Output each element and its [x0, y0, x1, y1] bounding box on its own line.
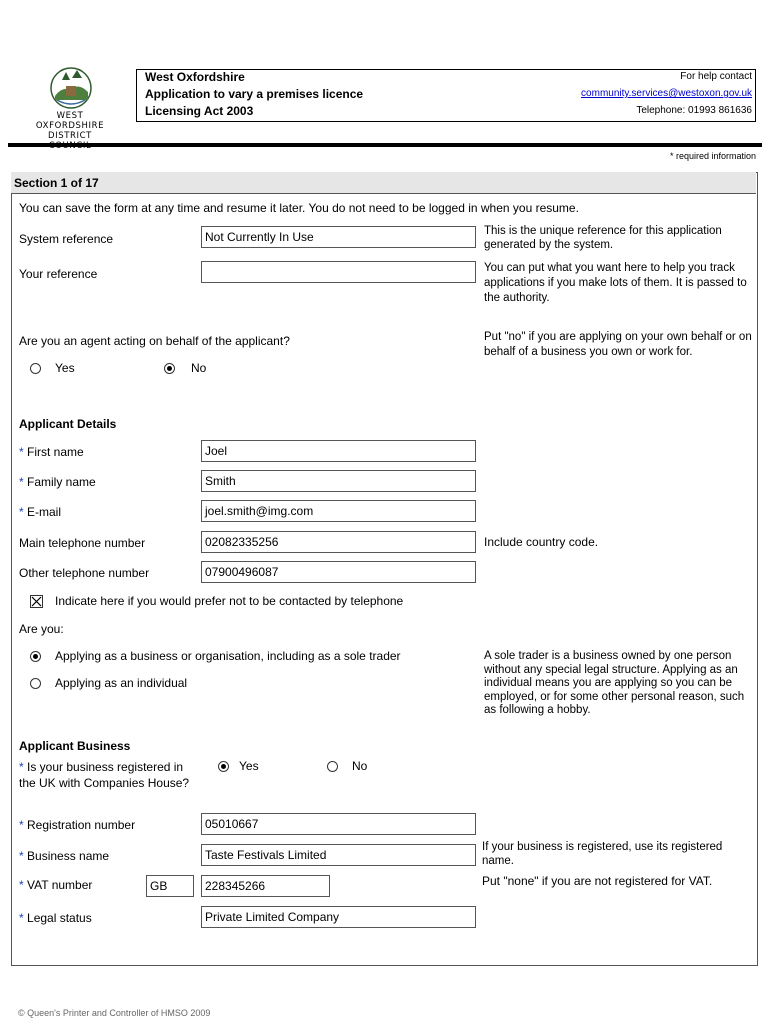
agent-yes-radio[interactable] — [30, 363, 41, 374]
registration-number-label: * Registration number — [19, 818, 136, 832]
vat-prefix-input[interactable]: GB — [146, 875, 194, 897]
system-reference-help: This is the unique reference for this application generated by the system. — [484, 225, 722, 251]
your-reference-help: You can put what you want here to help you track applications if you make lots of them. It is passed to the authority. — [484, 262, 747, 304]
agent-help: Put "no" if you are applying on your own behalf or on behalf of a business you own or work for. — [484, 331, 752, 358]
system-reference-label: System reference — [19, 232, 114, 246]
registered-no-radio[interactable] — [327, 761, 338, 772]
header-title-1: West Oxfordshire — [145, 70, 245, 84]
legal-status-label: * Legal status — [19, 911, 92, 925]
registered-yes-radio[interactable] — [218, 761, 229, 772]
vat-help: Put "none" if you are not registered for VAT. — [482, 874, 713, 888]
business-option-label: Applying as a business or organisation, including as a sole trader — [55, 649, 401, 663]
first-name-input[interactable]: Joel — [201, 440, 476, 462]
individual-radio[interactable] — [30, 678, 41, 689]
header-rule — [8, 143, 762, 147]
applicant-details-heading: Applicant Details — [19, 417, 117, 431]
main-phone-label: Main telephone number — [19, 536, 146, 550]
family-name-input[interactable]: Smith — [201, 470, 476, 492]
business-name-label: * Business name — [19, 849, 110, 863]
help-contact-label: For help contact — [680, 71, 752, 82]
system-reference-field: Not Currently In Use — [201, 226, 476, 248]
email-label: * E-mail — [19, 505, 62, 519]
your-reference-label: Your reference — [19, 267, 98, 281]
email-input[interactable]: joel.smith@img.com — [201, 500, 476, 522]
council-logo-text: WEST OXFORDSHIRE DISTRICT — [35, 111, 105, 141]
business-radio[interactable] — [30, 651, 41, 662]
applicant-business-heading: Applicant Business — [19, 739, 131, 753]
no-contact-checkbox[interactable] — [30, 595, 43, 608]
registered-no-label: No — [352, 759, 368, 773]
registered-yes-label: Yes — [239, 759, 259, 773]
help-telephone: Telephone: 01993 861636 — [636, 105, 752, 116]
individual-option-label: Applying as an individual — [55, 676, 188, 690]
are-you-help: A sole trader is a business owned by one person without any special legal structure. Applying as an individual means you are applying so you can be employed, or for some other personal reason, such as following a hobby. — [484, 650, 745, 716]
required-note: * required information — [669, 151, 756, 161]
other-phone-label: Other telephone number — [19, 566, 150, 580]
family-name-label: * Family name — [19, 475, 96, 489]
vat-number-input[interactable]: 228345266 — [201, 875, 330, 897]
header-title-3: Licensing Act 2003 — [145, 104, 254, 118]
your-reference-input[interactable] — [201, 261, 476, 283]
business-name-help: If your business is registered, use its registered name. — [482, 841, 723, 867]
no-contact-label: Indicate here if you would prefer not to be contacted by telephone — [55, 594, 404, 608]
agent-no-label: No — [191, 361, 207, 375]
main-phone-help: Include country code. — [484, 535, 599, 549]
legal-status-input[interactable]: Private Limited Company — [201, 906, 476, 928]
agent-yes-label: Yes — [55, 361, 75, 375]
section-label: Section 1 of 17 — [14, 176, 99, 190]
agent-no-radio[interactable] — [164, 363, 175, 374]
section-intro: You can save the form at any time and resume it later. You do not need to be logged in when you resume. — [19, 201, 579, 215]
main-phone-input[interactable]: 02082335256 — [201, 531, 476, 553]
vat-number-label: * VAT number — [19, 878, 93, 892]
business-name-input[interactable]: Taste Festivals Limited — [201, 844, 476, 866]
registered-question: * Is your business registered in the UK with Companies House? — [19, 760, 190, 790]
header-title-2: Application to vary a premises licence — [145, 87, 364, 101]
first-name-label: * First name — [19, 445, 84, 459]
section-bar — [11, 172, 756, 194]
are-you-label: Are you: — [19, 622, 64, 636]
registration-number-input[interactable]: 05010667 — [201, 813, 476, 835]
other-phone-input[interactable]: 07900496087 — [201, 561, 476, 583]
help-email-link[interactable]: community.services@westoxon.gov.uk — [581, 88, 752, 99]
agent-question: Are you an agent acting on behalf of the applicant? — [19, 334, 290, 348]
footer-copyright: © Queen's Printer and Controller of HMSO 2009 — [18, 1008, 211, 1018]
